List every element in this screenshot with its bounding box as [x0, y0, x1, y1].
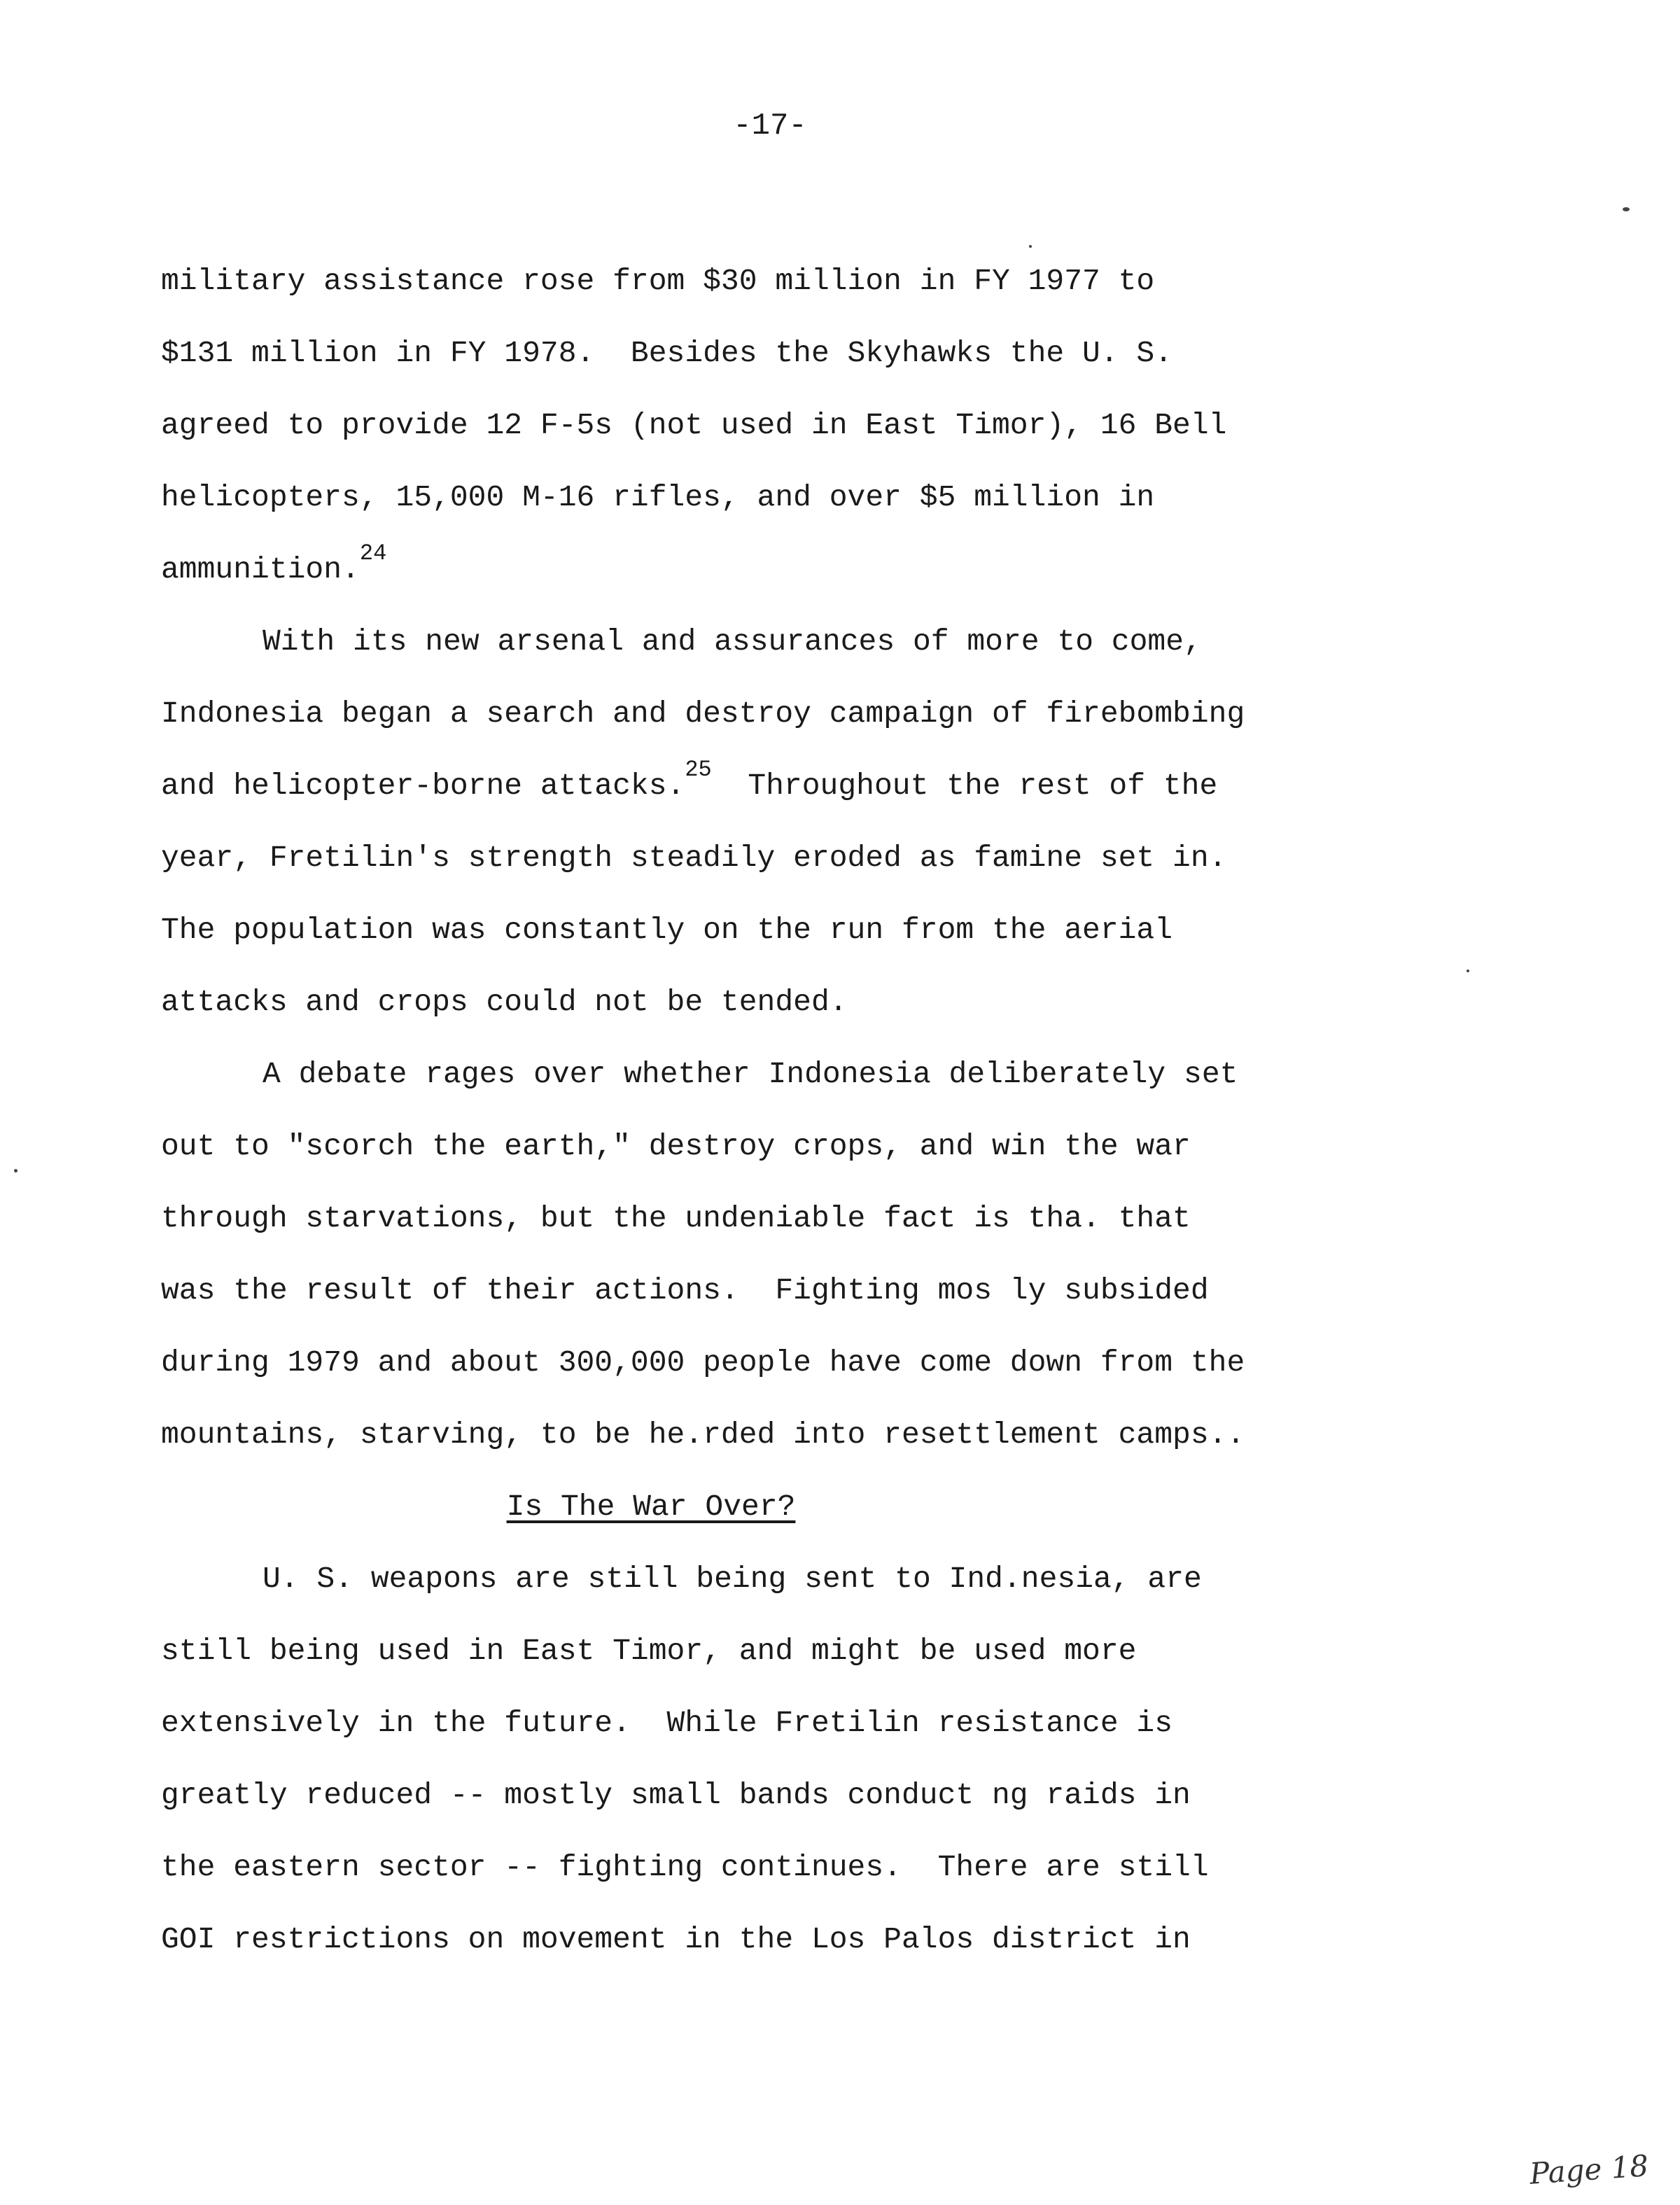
text-line — [161, 245, 1491, 317]
line-text: during 1979 and about 300,000 people have come down from the — [161, 1345, 1245, 1380]
scan-speck — [14, 1169, 18, 1172]
text-line — [161, 1254, 1491, 1326]
line-text: helicopters, 15,000 M-16 rifles, and over $5 million in — [161, 480, 1155, 514]
footnote-ref: 24 — [359, 540, 387, 566]
scan-speck — [1623, 207, 1630, 211]
text-line — [161, 533, 1491, 606]
line-text: was the result of their actions. Fighting mos ly subsided — [161, 1273, 1209, 1308]
scan-speck — [1029, 245, 1032, 248]
text-line — [161, 678, 1491, 750]
line-text: The population was constantly on the run from the aerial — [161, 913, 1173, 947]
text-line — [161, 966, 1491, 1038]
text-line — [161, 822, 1491, 894]
text-line — [161, 894, 1491, 966]
handwritten-page-note: Page 18 — [1528, 2148, 1650, 2191]
text-line — [161, 1903, 1491, 1975]
line-text: greatly reduced -- mostly small bands conduct ng raids in — [161, 1778, 1191, 1812]
scan-speck — [1466, 969, 1469, 972]
line-text: the eastern sector -- fighting continues. There are still — [161, 1850, 1209, 1884]
line-text: out to "scorch the earth," destroy crops, and win the war — [161, 1129, 1191, 1163]
line-text: year, Fretilin's strength steadily eroded as famine set in. — [161, 841, 1227, 875]
footnote-ref: 25 — [685, 757, 712, 783]
line-text: through starvations, but the undeniable fact is tha. that — [161, 1201, 1191, 1236]
text-line — [161, 1038, 1491, 1110]
text-line — [161, 1831, 1491, 1903]
line-text: U. S. weapons are still being sent to Ind.nesia, are — [262, 1562, 1202, 1596]
line-text: GOI restrictions on movement in the Los Palos district in — [161, 1922, 1191, 1956]
page-number: -17- — [733, 108, 807, 144]
text-line — [161, 317, 1491, 389]
line-text-continued: Throughout the rest of the — [711, 769, 1218, 803]
text-line — [161, 1687, 1491, 1759]
text-line — [161, 1182, 1491, 1254]
line-text: Indonesia began a search and destroy campaign of firebombing — [161, 696, 1245, 731]
body-text — [161, 245, 1491, 1975]
section-heading: Is The War Over? — [506, 1490, 796, 1524]
line-text: agreed to provide 12 F-5s (not used in East Timor), 16 Bell — [161, 408, 1227, 442]
text-line — [161, 750, 1491, 822]
line-text: and helicopter-borne attacks. — [161, 769, 685, 803]
line-text: $131 million in FY 1978. Besides the Skyhawks the U. S. — [161, 336, 1173, 370]
line-text: With its new arsenal and assurances of more to come, — [262, 624, 1202, 659]
text-line — [161, 1543, 1491, 1615]
text-line — [161, 1110, 1491, 1182]
line-text: extensively in the future. While Fretilin resistance is — [161, 1706, 1173, 1740]
text-line — [161, 461, 1491, 533]
line-text: A debate rages over whether Indonesia deliberately set — [262, 1057, 1238, 1091]
text-line — [161, 1615, 1491, 1687]
text-line — [161, 389, 1491, 461]
line-text: attacks and crops could not be tended. — [161, 985, 848, 1019]
section-heading-line — [161, 1471, 1141, 1543]
text-line — [161, 1759, 1491, 1831]
line-text: ammunition. — [161, 552, 360, 587]
line-text: military assistance rose from $30 million in FY 1977 to — [161, 264, 1155, 298]
line-text: mountains, starving, to be he.rded into resettlement camps.. — [161, 1418, 1245, 1452]
text-line — [161, 606, 1491, 678]
text-line — [161, 1399, 1491, 1471]
line-text: still being used in East Timor, and might be used more — [161, 1634, 1137, 1668]
text-line — [161, 1326, 1491, 1399]
